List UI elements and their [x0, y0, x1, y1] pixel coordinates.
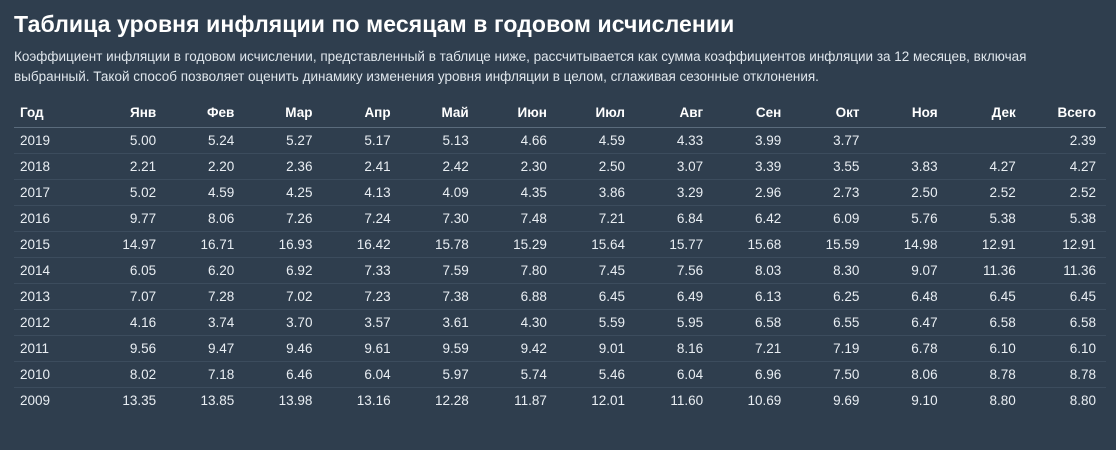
table-cell-total: 8.80 [1069, 393, 1096, 409]
table-cell-total: 6.45 [1026, 284, 1106, 310]
table-cell-value: 4.30 [479, 310, 557, 336]
table-cell-total: 11.36 [1026, 258, 1106, 284]
table-cell-value: 2.30 [479, 154, 557, 180]
table-cell-total: 6.10 [1026, 336, 1106, 362]
table-cell-value: 6.05 [88, 258, 166, 284]
table-row [14, 128, 1106, 154]
table-cell-value: 11.36 [948, 258, 1026, 284]
table-cell-value: 9.77 [88, 206, 166, 232]
table-cell-value: 4.66 [479, 128, 557, 154]
table-cell-value: 7.02 [244, 284, 322, 310]
table-cell-value: 5.74 [479, 362, 557, 388]
table-cell-value: 7.56 [635, 258, 713, 284]
table-cell-value: 7.33 [322, 258, 400, 284]
table-header-row [14, 98, 1106, 128]
table-row [14, 336, 1106, 362]
column-header-aug: Авг [635, 98, 713, 128]
table-cell-value: 5.00 [88, 128, 166, 154]
table-cell-value [869, 128, 947, 154]
table-cell-value: 6.45 [557, 284, 635, 310]
column-header-jan: Янв [88, 98, 166, 128]
table-cell-value: 15.64 [557, 232, 635, 258]
table-row [14, 388, 1106, 414]
table-row [14, 206, 1106, 232]
table-cell-value: 6.96 [713, 362, 791, 388]
table-cell-year: 2014 [14, 258, 88, 284]
table-cell-value: 6.04 [322, 362, 400, 388]
table-cell-value: 8.80 [989, 393, 1016, 409]
table-cell-value: 15.68 [713, 232, 791, 258]
table-cell-value: 5.46 [557, 362, 635, 388]
table-cell-value: 3.83 [869, 154, 947, 180]
table-cell-value: 14.97 [88, 232, 166, 258]
table-cell-value: 3.99 [713, 128, 791, 154]
table-cell-value: 11.60 [670, 393, 704, 409]
table-cell-value: 6.25 [791, 284, 869, 310]
table-cell-value: 4.25 [244, 180, 322, 206]
table-cell-value: 9.59 [401, 336, 479, 362]
table-cell-value: 8.78 [948, 362, 1026, 388]
table-cell-value: 2.41 [322, 154, 400, 180]
table-cell-year: 2018 [14, 154, 88, 180]
table-cell-total: 12.91 [1026, 232, 1106, 258]
table-cell-value: 5.76 [869, 206, 947, 232]
table-cell-value: 2.96 [713, 180, 791, 206]
table-cell-value: 5.95 [635, 310, 713, 336]
table-cell-value: 2.73 [791, 180, 869, 206]
table-cell-value: 3.61 [401, 310, 479, 336]
table-cell-value: 6.58 [948, 310, 1026, 336]
table-cell-value: 6.84 [635, 206, 713, 232]
table-cell-value: 15.59 [791, 232, 869, 258]
table-cell-year: 2010 [14, 362, 88, 388]
table-cell-value: 6.20 [166, 258, 244, 284]
table-cell-value: 9.56 [88, 336, 166, 362]
table-cell-value: 3.07 [635, 154, 713, 180]
table-cell-value: 7.28 [166, 284, 244, 310]
table-cell-value: 8.06 [869, 362, 947, 388]
column-header-nov: Ноя [869, 98, 947, 128]
table-row [14, 310, 1106, 336]
table-cell-value: 7.24 [322, 206, 400, 232]
table-cell-value: 5.27 [244, 128, 322, 154]
table-cell-value: 13.35 [122, 393, 157, 409]
table-cell-value: 10.69 [747, 393, 782, 409]
table-cell-value: 3.70 [244, 310, 322, 336]
table-cell-value: 12.91 [948, 232, 1026, 258]
table-cell-value: 7.59 [401, 258, 479, 284]
table-cell-value: 9.61 [322, 336, 400, 362]
table-cell-value: 3.77 [791, 128, 869, 154]
table-cell-value: 9.42 [479, 336, 557, 362]
table-cell-value: 4.13 [322, 180, 400, 206]
table-cell-value: 7.26 [244, 206, 322, 232]
table-cell-value: 6.58 [713, 310, 791, 336]
table-cell-value: 15.29 [479, 232, 557, 258]
table-cell-value [948, 128, 1026, 154]
table-cell-value: 13.98 [278, 393, 313, 409]
table-cell-value: 2.21 [88, 154, 166, 180]
page-title: Таблица уровня инфляции по месяцам в годовом исчислении [14, 11, 735, 37]
table-cell-value: 4.35 [479, 180, 557, 206]
table-cell-total: 8.78 [1026, 362, 1106, 388]
table-cell-year: 2017 [14, 180, 88, 206]
column-header-jun: Июн [479, 98, 557, 128]
table-cell-value: 4.27 [948, 154, 1026, 180]
table-cell-value: 2.20 [166, 154, 244, 180]
table-cell-value: 2.42 [401, 154, 479, 180]
table-cell-value: 9.10 [911, 393, 938, 409]
column-header-year: Год [14, 98, 88, 128]
table-cell-total: 6.58 [1026, 310, 1106, 336]
table-body [14, 128, 1106, 414]
intro-paragraph: Коэффициент инфляции в годовом исчислении, представленный в таблице ниже, рассчитывается как сумма коэффициентов инфляции за 12 месяцев, включая выбранный. Такой способ позволяет оценить динамику изменения уровня инфляции в целом, сглаживая сезонные отклонения. [14, 49, 1027, 84]
table-cell-value: 4.59 [557, 128, 635, 154]
table-cell-value: 8.06 [166, 206, 244, 232]
table-cell-value: 2.50 [869, 180, 947, 206]
table-cell-value: 6.55 [791, 310, 869, 336]
table-cell-total: 2.39 [1026, 128, 1106, 154]
table-cell-value: 7.19 [791, 336, 869, 362]
table-cell-value: 5.13 [401, 128, 479, 154]
table-cell-value: 6.10 [948, 336, 1026, 362]
column-header-may: Май [401, 98, 479, 128]
table-cell-value: 6.88 [479, 284, 557, 310]
table-cell-value: 7.38 [401, 284, 479, 310]
table-cell-value: 4.09 [401, 180, 479, 206]
table-cell-value: 6.92 [244, 258, 322, 284]
table-cell-value: 6.04 [635, 362, 713, 388]
table-cell-value: 7.07 [88, 284, 166, 310]
table-cell-value: 5.17 [322, 128, 400, 154]
table-cell-year: 2016 [14, 206, 88, 232]
table-cell-value: 15.78 [401, 232, 479, 258]
table-cell-value: 14.98 [869, 232, 947, 258]
table-row [14, 232, 1106, 258]
table-cell-value: 13.85 [200, 393, 235, 409]
table-cell-value: 2.50 [557, 154, 635, 180]
table-cell-value: 7.23 [322, 284, 400, 310]
table-cell-value: 6.47 [869, 310, 947, 336]
table-cell-value: 9.01 [557, 336, 635, 362]
table-cell-year: 2009 [20, 393, 51, 409]
table-cell-value: 16.93 [244, 232, 322, 258]
table-cell-value: 6.45 [948, 284, 1026, 310]
table-cell-value: 7.21 [557, 206, 635, 232]
table-cell-value: 8.30 [791, 258, 869, 284]
table-cell-value: 8.03 [713, 258, 791, 284]
table-cell-value: 12.01 [591, 393, 626, 409]
table-cell-value: 3.86 [557, 180, 635, 206]
table-cell-year: 2011 [14, 336, 88, 362]
table-cell-value: 16.71 [166, 232, 244, 258]
column-header-feb: Фев [166, 98, 244, 128]
table-cell-value: 6.49 [635, 284, 713, 310]
table-cell-value: 5.38 [948, 206, 1026, 232]
table-cell-value: 6.48 [869, 284, 947, 310]
table-cell-total: 5.38 [1026, 206, 1106, 232]
column-header-oct: Окт [791, 98, 869, 128]
table-cell-value: 4.33 [635, 128, 713, 154]
table-cell-value: 5.24 [166, 128, 244, 154]
table-row [14, 284, 1106, 310]
table-cell-value: 9.07 [869, 258, 947, 284]
table-cell-value: 6.78 [869, 336, 947, 362]
table-cell-year: 2019 [14, 128, 88, 154]
column-header-mar: Мар [244, 98, 322, 128]
table-cell-value: 3.57 [322, 310, 400, 336]
table-cell-value: 3.29 [635, 180, 713, 206]
table-cell-value: 15.77 [635, 232, 713, 258]
table-cell-value: 16.42 [322, 232, 400, 258]
table-cell-year: 2012 [14, 310, 88, 336]
table-cell-value: 6.42 [713, 206, 791, 232]
table-cell-value: 9.69 [833, 393, 860, 409]
table-cell-value: 6.09 [791, 206, 869, 232]
table-cell-value: 7.21 [713, 336, 791, 362]
table-cell-total: 4.27 [1026, 154, 1106, 180]
table-cell-year: 2015 [14, 232, 88, 258]
table-cell-value: 7.30 [401, 206, 479, 232]
table-cell-value: 7.80 [479, 258, 557, 284]
table-cell-value: 12.28 [434, 393, 469, 409]
table-cell-value: 2.52 [948, 180, 1026, 206]
table-cell-value: 7.18 [166, 362, 244, 388]
column-header-jul: Июл [557, 98, 635, 128]
table-cell-value: 9.46 [244, 336, 322, 362]
table-row [14, 180, 1106, 206]
table-row [14, 154, 1106, 180]
table-cell-value: 5.59 [557, 310, 635, 336]
table-cell-value: 3.39 [713, 154, 791, 180]
column-header-apr: Апр [322, 98, 400, 128]
table-cell-value: 2.36 [244, 154, 322, 180]
table-cell-value: 6.13 [713, 284, 791, 310]
table-cell-total: 2.52 [1026, 180, 1106, 206]
table-cell-value: 8.02 [88, 362, 166, 388]
column-header-total: Всего [1026, 98, 1106, 128]
table-cell-value: 3.55 [791, 154, 869, 180]
table-cell-value: 8.16 [635, 336, 713, 362]
table-cell-year: 2013 [14, 284, 88, 310]
inflation-table [14, 98, 1106, 413]
table-cell-value: 13.16 [356, 393, 391, 409]
table-cell-value: 11.87 [514, 393, 547, 409]
table-cell-value: 7.50 [791, 362, 869, 388]
column-header-dec: Дек [948, 98, 1026, 128]
table-cell-value: 4.59 [166, 180, 244, 206]
column-header-sep: Сен [713, 98, 791, 128]
table-cell-value: 5.97 [401, 362, 479, 388]
table-header [14, 98, 1106, 128]
table-cell-value: 7.45 [557, 258, 635, 284]
table-cell-value: 9.47 [166, 336, 244, 362]
table-cell-value: 6.46 [244, 362, 322, 388]
table-cell-value: 3.74 [166, 310, 244, 336]
table-cell-value: 5.02 [88, 180, 166, 206]
table-cell-value: 4.16 [88, 310, 166, 336]
table-row [14, 258, 1106, 284]
table-cell-value: 7.48 [479, 206, 557, 232]
table-row [14, 362, 1106, 388]
